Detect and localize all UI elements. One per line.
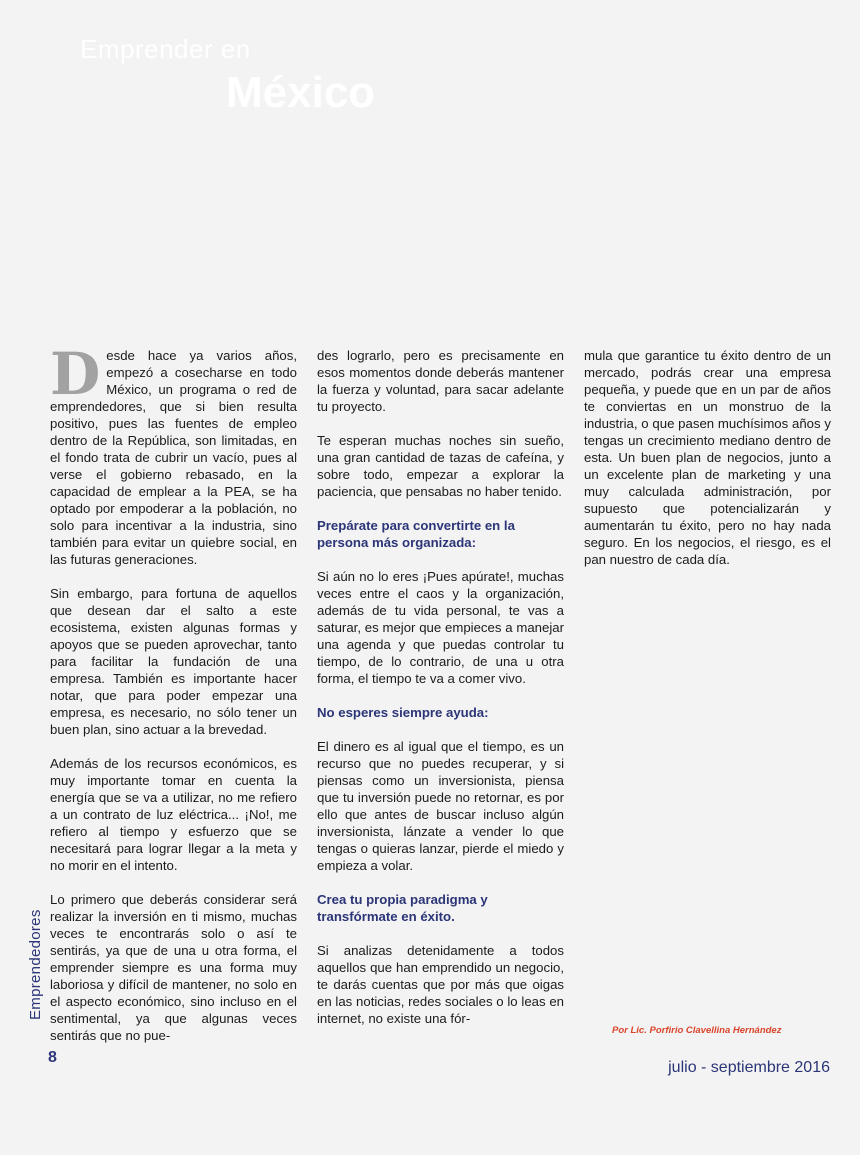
paragraph xyxy=(50,340,297,568)
paragraph: Te esperan muchas noches sin sueño, una gran cantidad de tazas de cafeína, y sobre todo, empezar a explorar la paciencia, que pensabas no haber tenido. xyxy=(317,433,564,499)
paragraph: Si analizas detenidamente a todos aquellos que han emprendido un negocio, te darás cuentas que por más que oigas en las noticias, redes sociales o lo leas en internet, no existe una fór- xyxy=(317,943,564,1026)
article-column-3 xyxy=(584,347,831,585)
page-number: 8 xyxy=(48,1049,57,1066)
paragraph: Lo primero que deberás considerar será realizar la inversión en ti mismo, muchas veces te encontrarás solo o así te sentirás, ya que de una u otra forma, el emprender siempre es una forma muy laboriosa y difícil de mantener, no solo en el aspecto económico, sino incluso en el sentimental, ya que algunas veces sentirás que no pue- xyxy=(50,892,297,1043)
subheading: Crea tu propia paradigma y transfórmate en éxito. xyxy=(317,892,488,924)
paragraph: Sin embargo, para fortuna de aquellos que desean dar el salto a este ecosistema, existen algunas formas y apoyos que se pueden aprovechar, tanto para facilitar la fundación de una empresa. También es importante hacer notar, que para poder empezar una empresa, es necesario, no sólo tener un buen plan, sino actuar a la brevedad. xyxy=(50,586,297,737)
paragraph: Si aún no lo eres ¡Pues apúrate!, muchas veces entre el caos y la organización, además de tu vida personal, te vas a saturar, es mejor que empieces a manejar una agenda y que puedas controlar tu tiempo, de lo contrario, de una u otra forma, el tiempo te va a comer vivo. xyxy=(317,569,564,686)
title-line-1: Emprender en xyxy=(80,34,251,64)
paragraph: Además de los recursos económicos, es muy importante tomar en cuenta la energía que se va a utilizar, no me refiero a un contrato de luz eléctrica... ¡No!, me refiero al tiempo y esfuerzo que se necesitará para lograr llegar a la meta y no morir en el intento. xyxy=(50,756,297,873)
author-byline: Por Lic. Porfirio Clavellina Hernández xyxy=(612,1025,782,1036)
subheading: No esperes siempre ayuda: xyxy=(317,705,489,720)
paragraph: mula que garantice tu éxito dentro de un mercado, podrás crear una empresa pequeña, y puede que en un par de años te conviertas en un monstruo de la industria, o que pasen muchísimos años y tengas un crecimiento mediano dentro de esta. Un buen plan de negocios, junto a un excelente plan de marketing y una muy calculada administración, por supuesto que potencializarán y aumentarán tu éxito, pero no hay nada seguro. En los negocios, el riesgo, es el pan nuestro de cada día. xyxy=(584,348,831,567)
article-column-2 xyxy=(317,347,564,1044)
paragraph: des lograrlo, pero es precisamente en esos momentos donde deberás mantener la fuerza y voluntad, para sacar adelante tu proyecto. xyxy=(317,348,564,414)
drop-cap: D xyxy=(50,340,101,408)
paragraph-text: esde hace ya varios años, empezó a cosecharse en todo México, un programa o red de emprendedores, que si bien resulta positivo, pues las fuentes de empleo dentro de la República, son limitadas, en el fondo trata de cubrir un vacío, pues al verse el gobierno rebasado, en la capacidad de emplear a la PEA, se ha optado por empoderar a la población, no solo para incentivar a la industria, sino también para evitar un quiebre social, en las futuras generaciones. xyxy=(50,348,297,567)
issue-date: julio - septiembre 2016 xyxy=(668,1059,830,1076)
title-line-2: México xyxy=(226,68,376,117)
article-column-1 xyxy=(50,340,297,1061)
paragraph: El dinero es al igual que el tiempo, es un recurso que no puedes recuperar, y si piensas como un inversionista, piensa que tu inversión puede no retornar, es por ello que antes de buscar incluso algún inversionista, lánzate a vender lo que tengas o quieras lanzar, pierde el miedo y empieza a volar. xyxy=(317,739,564,873)
section-label: Emprendedores xyxy=(27,909,44,1020)
subheading: Prepárate para convertirte en la persona más organizada: xyxy=(317,518,515,550)
